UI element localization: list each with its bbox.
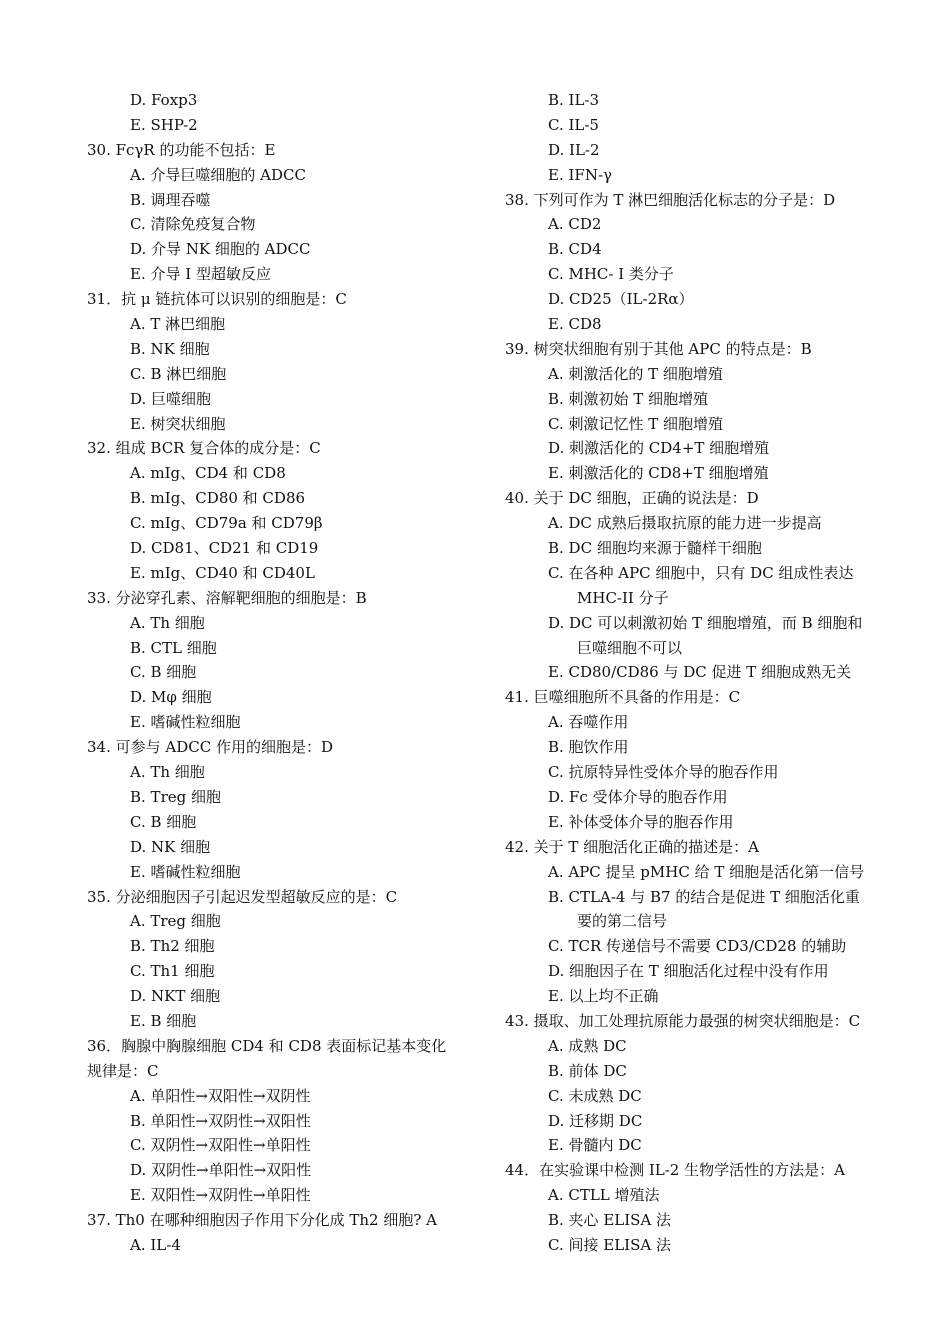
option-line: E. B 细胞 [130, 1011, 197, 1030]
question-line: 规律是：C [87, 1061, 159, 1080]
question-line: 31．抗 μ 链抗体可以识别的细胞是：C [87, 290, 347, 309]
question-line: 44．在实验课中检测 IL-2 生物学活性的方法是：A [505, 1161, 845, 1180]
option-line: D. 双阴性→单阳性→双阳性 [130, 1161, 312, 1180]
question-line: 32. 组成 BCR 复合体的成分是：C [87, 439, 321, 458]
option-line: A. CD2 [548, 215, 602, 234]
option-line: B. DC 细胞均来源于髓样干细胞 [548, 539, 762, 558]
option-line: B. CTL 细胞 [130, 638, 217, 657]
option-line: C. 双阴性→双阳性→单阳性 [130, 1136, 311, 1155]
question-line: 30. FcγR 的功能不包括：E [87, 140, 276, 159]
option-line: D. IL-2 [548, 140, 600, 159]
option-line: E. 介导 I 型超敏反应 [130, 265, 271, 284]
option-line: B. 调理吞噬 [130, 190, 211, 209]
option-line: D. 细胞因子在 T 细胞活化过程中没有作用 [548, 962, 829, 981]
option-line: B. Treg 细胞 [130, 787, 221, 806]
option-line: C. 抗原特异性受体介导的胞吞作用 [548, 763, 779, 782]
option-line: C. TCR 传递信号不需要 CD3/CD28 的辅助 [548, 937, 847, 956]
question-line: 35. 分泌细胞因子引起迟发型超敏反应的是：C [87, 887, 398, 906]
question-line: 39. 树突状细胞有别于其他 APC 的特点是：B [505, 339, 812, 358]
option-line: A. DC 成熟后摄取抗原的能力进一步提高 [548, 514, 822, 533]
left-column [87, 88, 487, 1258]
option-line: B. 胞饮作用 [548, 738, 629, 757]
option-line: D. Foxp3 [130, 91, 198, 109]
option-line: E. 补体受体介导的胞吞作用 [548, 812, 734, 831]
option-line: C. B 淋巴细胞 [130, 364, 227, 383]
question-line: 42. 关于 T 细胞活化正确的描述是：A [505, 837, 759, 856]
option-line: D. CD81、CD21 和 CD19 [130, 539, 319, 558]
option-continuation-line: MHC-II 分子 [577, 588, 669, 607]
option-line: C. Th1 细胞 [130, 962, 215, 981]
option-line: A. 介导巨噬细胞的 ADCC [130, 165, 306, 184]
option-line: D. 刺激活化的 CD4+T 细胞增殖 [548, 439, 770, 458]
option-line: D. DC 可以刺激初始 T 细胞增殖，而 B 细胞和 [548, 613, 863, 632]
option-line: A. IL-4 [130, 1235, 181, 1254]
option-line: A. 吞噬作用 [548, 713, 629, 732]
option-line: D. 迁移期 DC [548, 1111, 643, 1130]
option-line: C. 未成熟 DC [548, 1086, 642, 1105]
question-line: 33. 分泌穿孔素、溶解靶细胞的细胞是：B [87, 588, 367, 607]
option-line: E. mIg、CD40 和 CD40L [130, 563, 315, 582]
option-line: D. 巨噬细胞 [130, 389, 212, 408]
question-line: 43. 摄取、加工处理抗原能力最强的树突状细胞是：C [505, 1011, 861, 1030]
option-line: D. NK 细胞 [130, 837, 211, 856]
option-line: E. 嗜碱性粒细胞 [130, 713, 241, 732]
option-line: D. NKT 细胞 [130, 987, 221, 1006]
option-line: A. Treg 细胞 [130, 912, 221, 931]
option-line: E. 刺激活化的 CD8+T 细胞增殖 [548, 464, 769, 483]
option-line: A. mIg、CD4 和 CD8 [130, 464, 286, 483]
option-line: A. Th 细胞 [130, 763, 205, 782]
option-line: C. mIg、CD79a 和 CD79β [130, 514, 323, 533]
option-line: C. 在各种 APC 细胞中，只有 DC 组成性表达 [548, 563, 854, 582]
option-line: B. CTLA-4 与 B7 的结合是促进 T 细胞活化重 [548, 887, 860, 906]
option-line: B. 刺激初始 T 细胞增殖 [548, 389, 709, 408]
option-line: E. 以上均不正确 [548, 987, 659, 1006]
option-line: C. 清除免疫复合物 [130, 215, 256, 234]
option-line: D. CD25（IL-2Rα） [548, 290, 694, 309]
option-line: E. CD80/CD86 与 DC 促进 T 细胞成熟无关 [548, 663, 852, 682]
option-line: C. 刺激记忆性 T 细胞增殖 [548, 414, 724, 433]
option-line: A. 单阳性→双阳性→双阴性 [130, 1086, 311, 1105]
option-line: A. T 淋巴细胞 [130, 315, 226, 334]
option-line: E. 骨髓内 DC [548, 1136, 642, 1155]
option-line: E. 树突状细胞 [130, 414, 226, 433]
question-line: 38. 下列可作为 T 淋巴细胞活化标志的分子是：D [505, 190, 836, 209]
option-line: C. B 细胞 [130, 663, 197, 682]
option-line: B. 前体 DC [548, 1061, 627, 1080]
option-line: C. IL-5 [548, 115, 599, 134]
right-column [505, 88, 895, 1258]
option-line: D. Mφ 细胞 [130, 688, 212, 707]
option-line: B. NK 细胞 [130, 339, 210, 358]
option-line: C. 间接 ELISA 法 [548, 1235, 671, 1254]
option-line: E. CD8 [548, 315, 602, 334]
question-line: 36．胸腺中胸腺细胞 CD4 和 CD8 表面标记基本变化 [87, 1036, 447, 1055]
question-line: 40. 关于 DC 细胞，正确的说法是：D [505, 489, 759, 508]
option-line: E. 双阳性→双阴性→单阳性 [130, 1186, 311, 1205]
option-line: A. APC 提呈 pMHC 给 T 细胞是活化第一信号 [548, 862, 865, 881]
option-line: E. IFN-γ [548, 165, 612, 184]
option-line: B. Th2 细胞 [130, 937, 215, 956]
option-line: B. 夹心 ELISA 法 [548, 1211, 672, 1230]
option-line: B. CD4 [548, 240, 602, 259]
option-line: C. B 细胞 [130, 812, 197, 831]
option-line: D. 介导 NK 细胞的 ADCC [130, 240, 311, 259]
question-line: 34. 可参与 ADCC 作用的细胞是：D [87, 738, 333, 757]
option-continuation-line: 巨噬细胞不可以 [577, 638, 683, 657]
option-line: E. 嗜碱性粒细胞 [130, 862, 241, 881]
question-line: 41. 巨噬细胞所不具备的作用是：C [505, 688, 741, 707]
question-line: 37. Th0 在哪种细胞因子作用下分化成 Th2 细胞? A [87, 1211, 437, 1230]
option-line: D. Fc 受体介导的胞吞作用 [548, 787, 728, 806]
option-continuation-line: 要的第二信号 [577, 912, 668, 931]
option-line: A. CTLL 增殖法 [548, 1186, 660, 1205]
option-line: C. MHC- I 类分子 [548, 265, 674, 284]
option-line: B. mIg、CD80 和 CD86 [130, 489, 306, 508]
option-line: A. Th 细胞 [130, 613, 205, 632]
option-line: A. 刺激活化的 T 细胞增殖 [548, 364, 723, 383]
option-line: A. 成熟 DC [548, 1036, 627, 1055]
option-line: B. IL-3 [548, 91, 600, 109]
option-line: E. SHP-2 [130, 115, 198, 134]
option-line: B. 单阳性→双阴性→双阳性 [130, 1111, 311, 1130]
